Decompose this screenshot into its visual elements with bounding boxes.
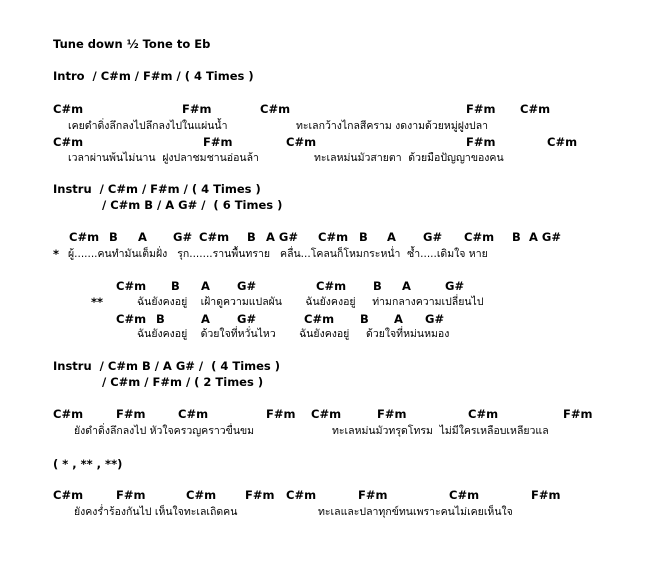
chord: G# (237, 279, 257, 293)
chord: A (402, 279, 411, 293)
chord: B (171, 279, 180, 293)
lyric: เคยดำดิ่งลึกลงไปลึกลงไปในแผ่นน้ำ (68, 120, 228, 132)
chord: B (359, 230, 368, 244)
chord: C#m (69, 230, 100, 244)
chord: A (138, 230, 147, 244)
instru-line: / C#m / F#m / ( 2 Times ) (102, 375, 264, 389)
chord: A (387, 230, 396, 244)
chord: F#m (358, 488, 388, 502)
chord: G# (423, 230, 443, 244)
chord: B (109, 230, 118, 244)
chord: C#m (304, 312, 335, 326)
chord: A G# (529, 230, 561, 244)
lyric: ผู้.......คนทำมันเต็มฝั่ง รุก.......รานพื้นทราย คลื่น...โคลนก็โหมกระหน่ำ ซ้ำ.....เดิมใจ หาย (68, 248, 488, 260)
section-marker: ** (91, 295, 104, 309)
chord: C#m (520, 102, 551, 116)
repeat-instruction: ( * , ** , **) (53, 457, 123, 471)
chord: F#m (245, 488, 275, 502)
lyric: ทะเลหม่นมัวทรุดโทรม ไม่มีใครเหลือบเหลียวแล (332, 425, 549, 437)
chord: C#m (116, 279, 147, 293)
lyric: ฉันยังคงอยู่ ด้วยใจที่หวั่นไหว ฉันยังคงอยู่ ด้วยใจที่หม่นหมอง (137, 328, 450, 340)
chord: B (373, 279, 382, 293)
chord: A (394, 312, 403, 326)
chord: B (512, 230, 521, 244)
chord: C#m (449, 488, 480, 502)
chord: C#m (116, 312, 147, 326)
chord: F#m (531, 488, 561, 502)
chord: F#m (377, 407, 407, 421)
chord: C#m (53, 135, 84, 149)
chord: A G# (266, 230, 298, 244)
chord: F#m (563, 407, 593, 421)
lyric: ยังคงร่ำร้องกันไป เห็นใจทะเลเถิดคน (74, 506, 238, 518)
instru-line: / C#m B / A G# / ( 6 Times ) (102, 198, 283, 212)
chord: C#m (464, 230, 495, 244)
chord: B (360, 312, 369, 326)
intro-line: Intro / C#m / F#m / ( 4 Times ) (53, 69, 254, 83)
chord: F#m (182, 102, 212, 116)
chord: G# (425, 312, 445, 326)
chord: C#m (53, 407, 84, 421)
chord: C#m (311, 407, 342, 421)
chord: F#m (116, 488, 146, 502)
chord: C#m (468, 407, 499, 421)
chord: C#m (547, 135, 578, 149)
chord: C#m (199, 230, 230, 244)
chord: G# (445, 279, 465, 293)
chord: C#m (53, 102, 84, 116)
instru-line: Instru / C#m B / A G# / ( 4 Times ) (53, 359, 281, 373)
chord: C#m (53, 488, 84, 502)
section-marker: * (53, 247, 60, 261)
chord: B (156, 312, 165, 326)
instru-line: Instru / C#m / F#m / ( 4 Times ) (53, 182, 261, 196)
chord: C#m (178, 407, 209, 421)
chord: C#m (286, 135, 317, 149)
tuning-note: Tune down ½ Tone to Eb (53, 37, 211, 51)
chord: F#m (466, 135, 496, 149)
chord: F#m (466, 102, 496, 116)
chord: C#m (286, 488, 317, 502)
lyric: ทะเลกว้างไกลสีคราม งดงามด้วยหมู่ฝูงปลา (296, 120, 489, 132)
chord: F#m (203, 135, 233, 149)
chord: F#m (116, 407, 146, 421)
chord: C#m (316, 279, 347, 293)
chord: G# (237, 312, 257, 326)
lyric: ทะเลและปลาทุกข์ทนเพราะคนไม่เคยเห็นใจ (318, 506, 513, 518)
chord: A (201, 312, 210, 326)
lyric: ฉันยังคงอยู่ เฝ้าดูความแปลผัน ฉันยังคงอยู่ ท่ามกลางความเปลี่ยนไป (137, 296, 484, 308)
chord: A (201, 279, 210, 293)
chord: B (247, 230, 256, 244)
lyric: ทะเลหม่นมัวสายตา ด้วยมือปัญญาของคน (314, 152, 504, 164)
chord: C#m (318, 230, 349, 244)
chord: G# (173, 230, 193, 244)
chord: F#m (266, 407, 296, 421)
lyric: ยังดำดิ่งลึกลงไป หัวใจครวญคราวขื่นขม (74, 425, 255, 437)
lyric: เวลาผ่านพ้นไม่นาน ฝูงปลาชมชานอ่อนล้า (68, 152, 259, 164)
chord: C#m (260, 102, 291, 116)
chord: C#m (186, 488, 217, 502)
